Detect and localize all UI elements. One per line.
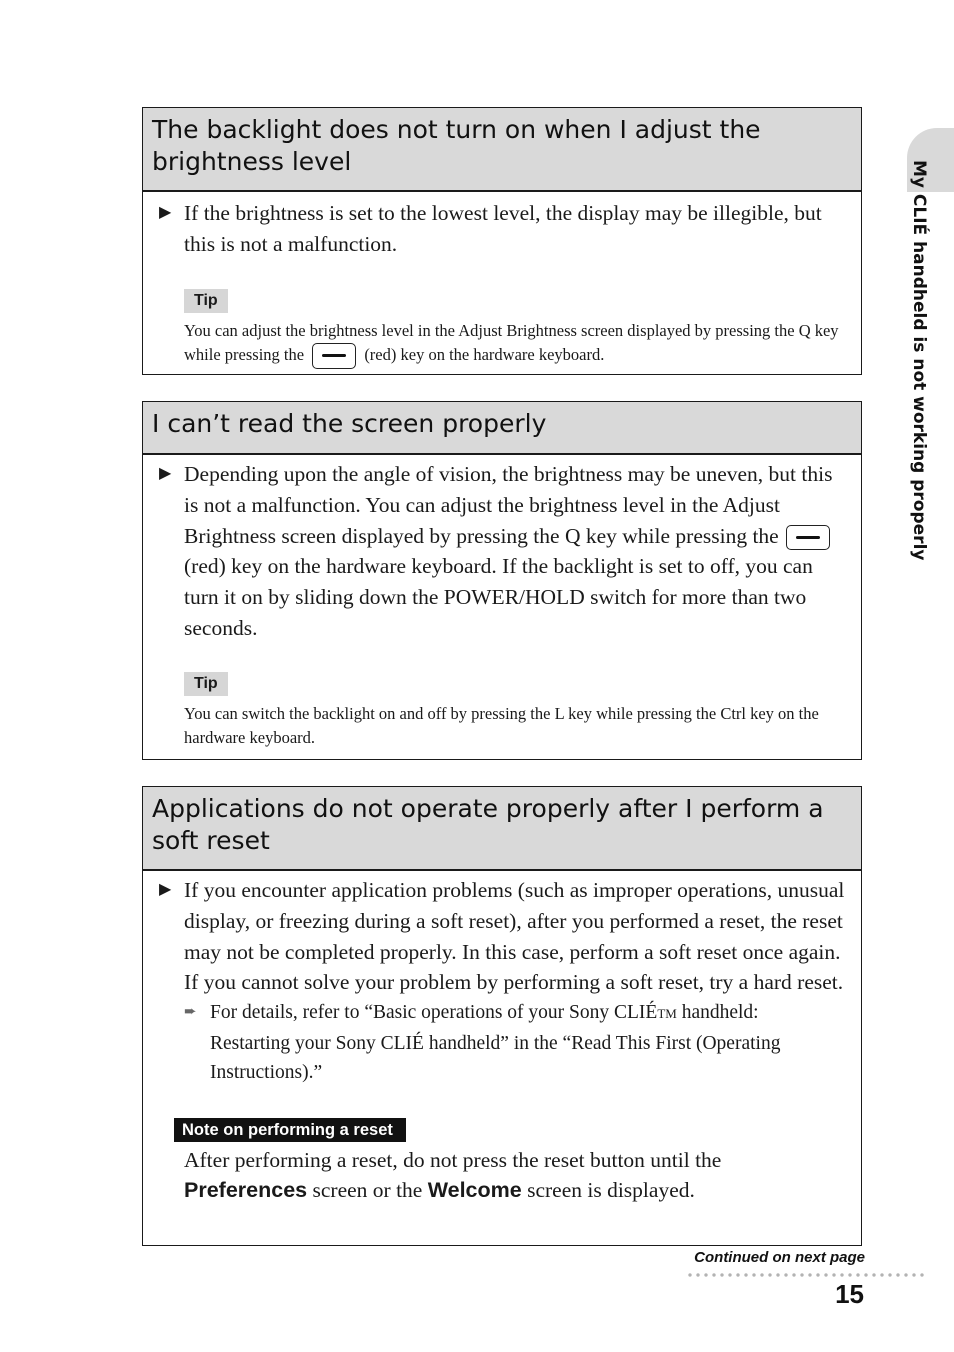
bullet-paragraph: ▶ If you encounter application problems (such as improper operations, unusual display, or freezing during a soft reset), after you performed a reset, the reset may not be completed properly. In this case, perform a soft reset once again. If you cannot solve your problem by performing a soft reset, try a hard reset. xyxy=(143,875,861,998)
section-content xyxy=(143,871,861,1205)
welcome-label: Welcome xyxy=(427,1177,522,1202)
section-screen xyxy=(142,401,862,760)
page-number: 15 xyxy=(835,1279,864,1309)
tip-text: You can adjust the brightness level in the Adjust Brightness screen displayed by pressing the Q key while pressing the (red) key on the hardware keyboard. xyxy=(143,319,861,369)
bullet-paragraph: ▶ If the brightness is set to the lowest level, the display may be illegible, but this is not a malfunction. xyxy=(143,198,861,260)
section-content xyxy=(143,192,861,369)
section-heading: Applications do not operate properly after I perform a soft reset xyxy=(143,787,861,871)
side-tab-label: My CLIÉ handheld is not working properly xyxy=(909,160,929,561)
tip-text: You can switch the backlight on and off by pressing the L key while pressing the Ctrl key on the hardware keyboard. xyxy=(184,703,819,747)
triangle-right-icon: ▶ xyxy=(159,204,172,221)
bullet-paragraph: ▶ Depending upon the angle of vision, the brightness may be uneven, but this is not a malfunction. You can adjust the brightness level in the Adjust Brightness screen displayed by pressing the Q key while pressing the (red) key on the hardware keyboard. If the backlight is set to off, you can turn it on by sliding down the POWER/HOLD switch for more than two seconds. xyxy=(143,459,861,644)
tip-label: Tip xyxy=(184,289,228,313)
arrow-right-icon: ➨ xyxy=(184,1004,197,1021)
section-applications xyxy=(142,786,862,1246)
tip-label: Tip xyxy=(184,672,228,696)
note-label: Note on performing a reset xyxy=(174,1118,406,1142)
triangle-right-icon: ▶ xyxy=(159,465,172,482)
function-key-icon xyxy=(312,343,356,369)
note-text: After performing a reset, do not press the reset button until the Preferences screen or the Welcome screen is displayed. xyxy=(184,1147,722,1202)
function-key-icon xyxy=(786,525,830,550)
section-content xyxy=(143,455,861,750)
section-heading: The backlight does not turn on when I adjust the brightness level xyxy=(143,108,861,192)
preferences-label: Preferences xyxy=(184,1177,308,1202)
section-heading: I can’t read the screen properly xyxy=(143,402,861,455)
section-backlight xyxy=(142,107,862,375)
reference-paragraph: ➨ For details, refer to “Basic operations of your Sony CLIÉTM handheld: Restarting your Sony CLIÉ handheld” in the “Read This First (Operating Instructions).” xyxy=(143,998,861,1088)
continued-label: Continued on next page xyxy=(694,1249,865,1266)
triangle-right-icon: ▶ xyxy=(159,881,172,898)
dotted-divider xyxy=(686,1272,926,1278)
